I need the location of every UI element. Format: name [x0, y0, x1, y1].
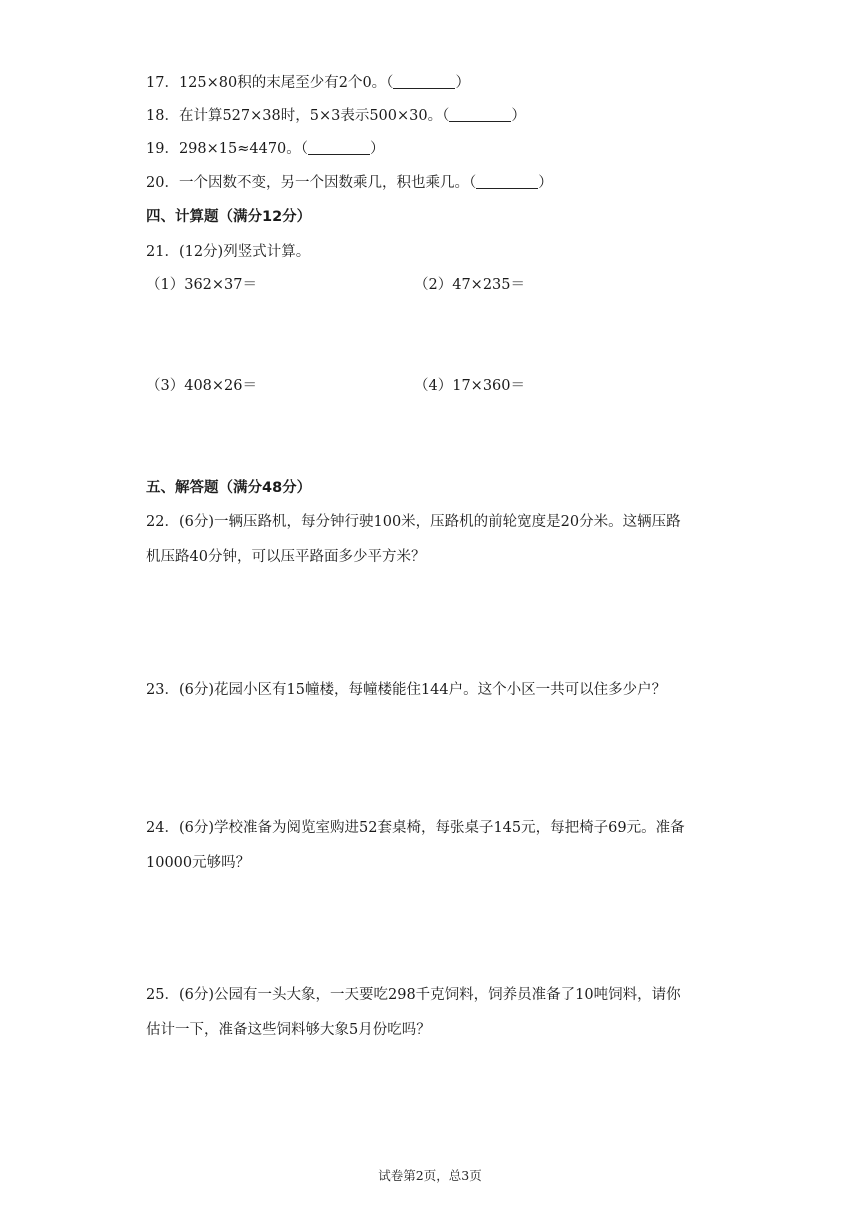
answer-blank-20[interactable] [476, 174, 538, 189]
question-18-close: ） [511, 108, 526, 124]
question-22-line-2: 机压路40分钟，可以压平路面多少平方米？ [146, 549, 426, 565]
question-20-text: 20．一个因数不变，另一个因数乘几，积也乘几。（ [146, 175, 477, 191]
question-23: 23．(6分)花园小区有15幢楼，每幢楼能住144户。这个小区一共可以住多少户？ [146, 682, 667, 698]
question-20 [146, 173, 553, 193]
question-20-close: ） [538, 175, 553, 191]
question-18-text: 18．在计算527×38时，5×3表示500×30。（ [146, 108, 450, 124]
question-25-line-1: 25．(6分)公园有一头大象，一天要吃298千克饲料，饲养员准备了10吨饲料，请你 [146, 987, 681, 1003]
question-19 [146, 139, 385, 159]
calc-item-3: （3）408×26＝ [146, 378, 258, 394]
question-19-text: 19．298×15≈4470。（ [146, 141, 309, 157]
question-18 [146, 106, 526, 126]
calc-item-2: （2）47×235＝ [414, 277, 526, 293]
question-17-text: 17．125×80积的末尾至少有2个0。（ [146, 75, 394, 91]
page-footer: 试卷第2页，总3页 [378, 1168, 482, 1183]
calc-item-4: （4）17×360＝ [414, 378, 526, 394]
answer-blank-18[interactable] [449, 107, 511, 122]
section-4-heading: 四、计算题（满分12分） [146, 209, 312, 225]
question-19-close: ） [370, 141, 385, 157]
question-24-line-1: 24．(6分)学校准备为阅览室购进52套桌椅，每张桌子145元，每把椅子69元。准备 [146, 820, 685, 836]
calc-item-1: （1）362×37＝ [146, 277, 258, 293]
question-17-close: ） [455, 75, 470, 91]
question-22-line-1: 22．(6分)一辆压路机，每分钟行驶100米，压路机的前轮宽度是20分米。这辆压路 [146, 514, 681, 530]
answer-blank-17[interactable] [393, 74, 455, 89]
question-17 [146, 73, 470, 93]
section-5-heading: 五、解答题（满分48分） [146, 480, 312, 496]
question-21: 21．(12分)列竖式计算。 [146, 244, 311, 260]
question-25-line-2: 估计一下，准备这些饲料够大象5月份吃吗？ [146, 1022, 431, 1038]
question-24-line-2: 10000元够吗？ [146, 855, 251, 871]
answer-blank-19[interactable] [308, 140, 370, 155]
